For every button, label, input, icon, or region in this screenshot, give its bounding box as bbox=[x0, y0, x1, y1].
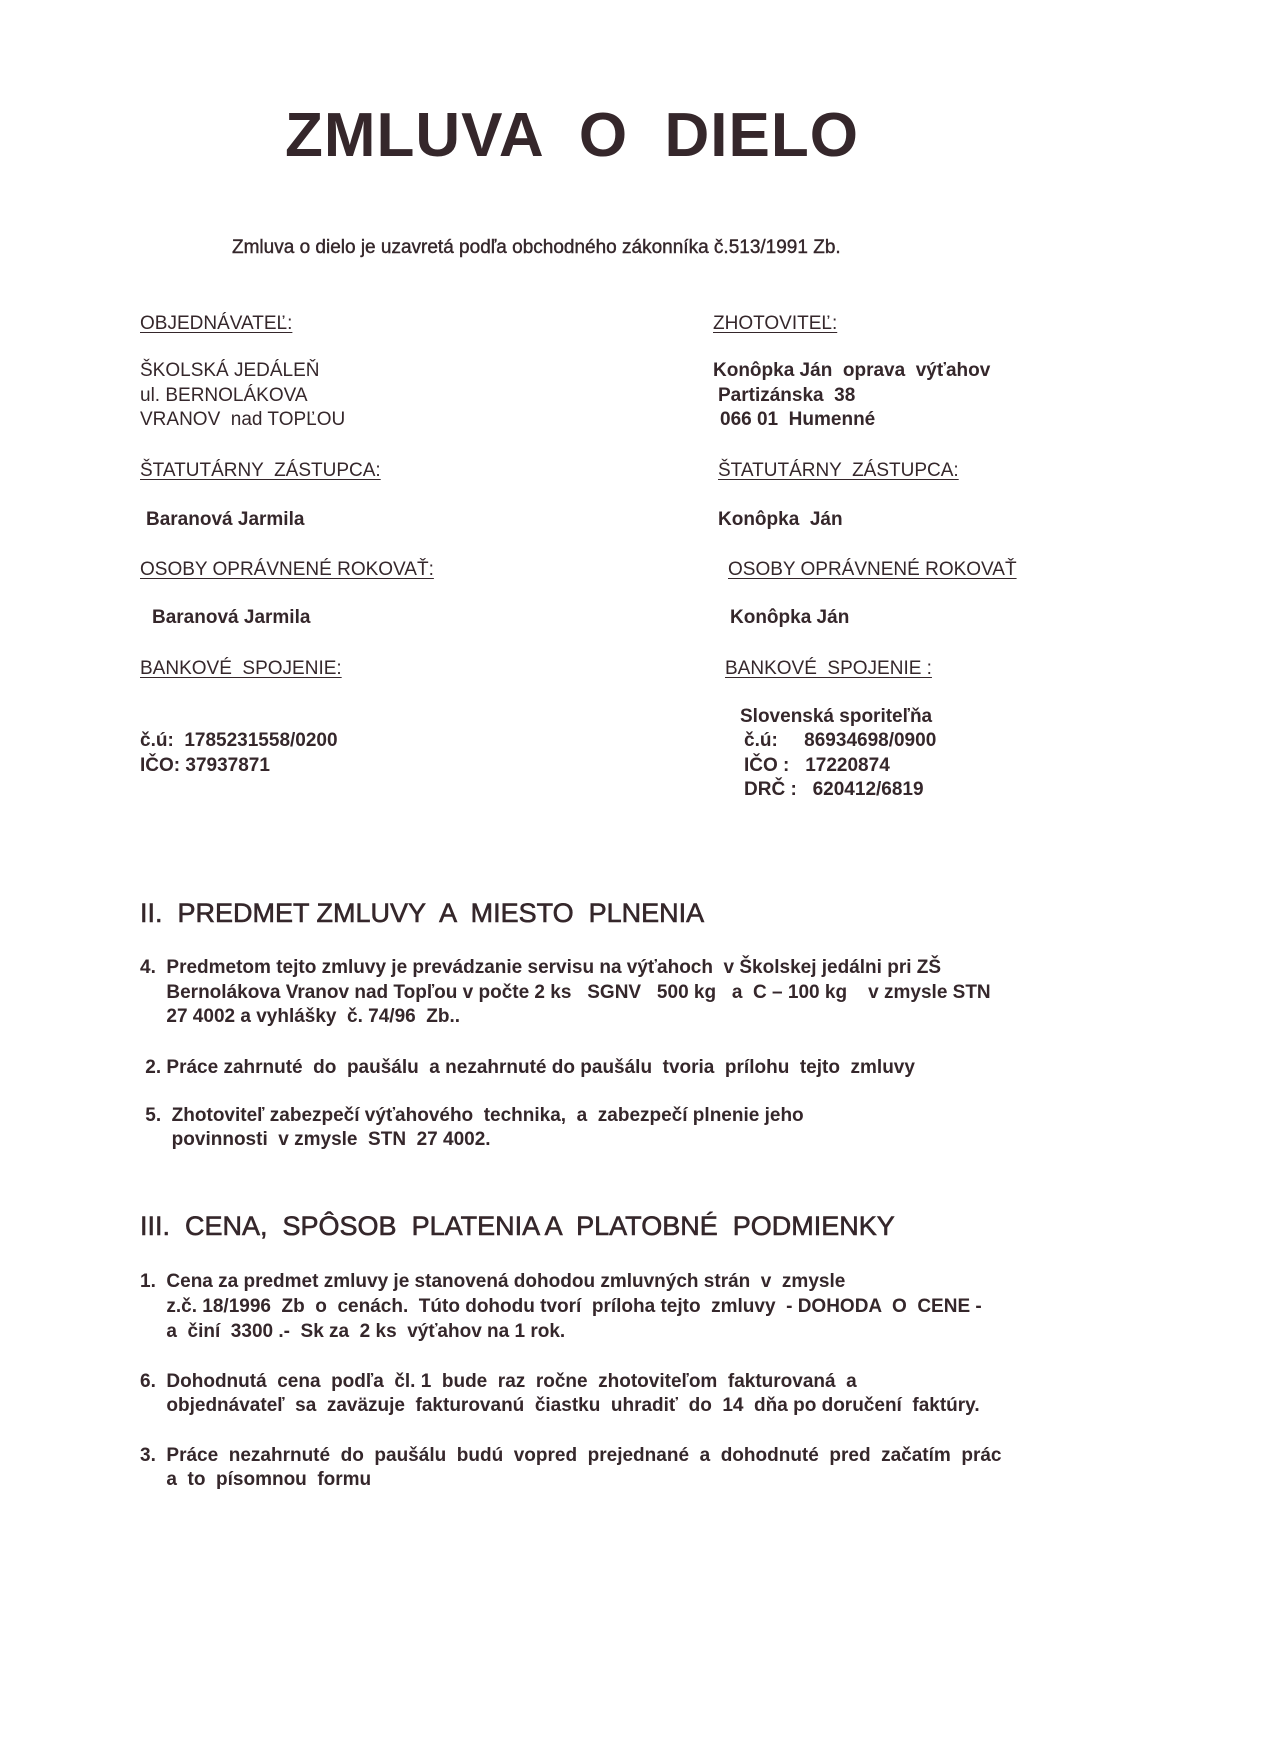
contractor-heading: ZHOTOVITEĽ: bbox=[713, 313, 838, 334]
client-line: ul. BERNOLÁKOVA bbox=[140, 385, 308, 406]
contractor-auth-heading: OSOBY OPRÁVNENÉ ROKOVAŤ bbox=[728, 559, 1017, 580]
contractor-rep-heading: ŠTATUTÁRNY ZÁSTUPCA: bbox=[718, 460, 959, 481]
section-2-item-line: povinnosti v zmysle STN 27 4002. bbox=[140, 1129, 491, 1150]
section-3-item-line: a činí 3300 .- Sk za 2 ks výťahov na 1 rok. bbox=[140, 1321, 566, 1342]
client-bank-line: č.ú: 1785231558/0200 bbox=[140, 730, 338, 751]
contractor-bank-line: DRČ : 620412/6819 bbox=[744, 779, 924, 800]
section-3-item-line: a to písomnou formu bbox=[140, 1469, 372, 1490]
section-2-item-line: 2. Práce zahrnuté do paušálu a nezahrnuté do paušálu tvoria prílohu tejto zmluvy bbox=[140, 1057, 915, 1078]
section-2-item-line: 4. Predmetom tejto zmluvy je prevádzanie servisu na výťahoch v Školskej jedálni pri ZŠ bbox=[140, 957, 942, 978]
section-3-heading: III. CENA, SPÔSOB PLATENIA A PLATOBNÉ PODMIENKY bbox=[140, 1211, 895, 1241]
section-2-heading: II. PREDMET ZMLUVY A MIESTO PLNENIA bbox=[140, 898, 705, 928]
client-auth-heading: OSOBY OPRÁVNENÉ ROKOVAŤ: bbox=[140, 559, 434, 580]
intro-text: Zmluva o dielo je uzavretá podľa obchodného zákonníka č.513/1991 Zb. bbox=[232, 237, 841, 258]
contractor-bank-line: č.ú: 86934698/0900 bbox=[744, 730, 937, 751]
client-line: VRANOV nad TOPĽOU bbox=[140, 409, 346, 430]
section-2-item-line: Bernolákova Vranov nad Topľou v počte 2 ks SGNV 500 kg a C – 100 kg v zmysle STN bbox=[140, 982, 991, 1003]
contractor-bank-line: Slovenská sporiteľňa bbox=[740, 706, 933, 727]
client-auth: Baranová Jarmila bbox=[152, 607, 311, 628]
client-bank-line: IČO: 37937871 bbox=[140, 755, 270, 776]
section-3-item-line: 3. Práce nezahrnuté do paušálu budú vopred prejednané a dohodnuté pred začatím prác bbox=[140, 1445, 1002, 1466]
contractor-bank-line: IČO : 17220874 bbox=[744, 755, 890, 776]
client-line: ŠKOLSKÁ JEDÁLEŇ bbox=[140, 360, 320, 381]
client-bank-heading: BANKOVÉ SPOJENIE: bbox=[140, 658, 342, 679]
section-2-item-line: 5. Zhotoviteľ zabezpečí výťahového technika, a zabezpečí plnenie jeho bbox=[140, 1105, 804, 1126]
contractor-auth: Konôpka Ján bbox=[730, 607, 850, 628]
section-3-item-line: objednávateľ sa zaväzuje fakturovanú čiastku uhradiť do 14 dňa po doručení faktúry. bbox=[140, 1395, 980, 1416]
contractor-bank-heading: BANKOVÉ SPOJENIE : bbox=[725, 658, 932, 679]
document-title: ZMLUVA O DIELO bbox=[285, 101, 859, 170]
section-2-item-line: 27 4002 a vyhlášky č. 74/96 Zb.. bbox=[140, 1006, 461, 1027]
client-rep: Baranová Jarmila bbox=[146, 509, 305, 530]
section-3-item-line: 1. Cena za predmet zmluvy je stanovená dohodou zmluvných strán v zmysle bbox=[140, 1271, 846, 1292]
section-3-item-line: 6. Dohodnutá cena podľa čl. 1 bude raz ročne zhotoviteľom fakturovaná a bbox=[140, 1371, 857, 1392]
contractor-line: Konôpka Ján oprava výťahov bbox=[713, 360, 991, 381]
contractor-line: Partizánska 38 bbox=[718, 385, 856, 406]
contractor-line: 066 01 Humenné bbox=[720, 409, 876, 430]
client-rep-heading: ŠTATUTÁRNY ZÁSTUPCA: bbox=[140, 460, 381, 481]
section-3-item-line: z.č. 18/1996 Zb o cenách. Túto dohodu tvorí príloha tejto zmluvy - DOHODA O CENE - bbox=[140, 1296, 982, 1317]
contractor-rep: Konôpka Ján bbox=[718, 509, 843, 530]
client-heading: OBJEDNÁVATEĽ: bbox=[140, 313, 293, 334]
